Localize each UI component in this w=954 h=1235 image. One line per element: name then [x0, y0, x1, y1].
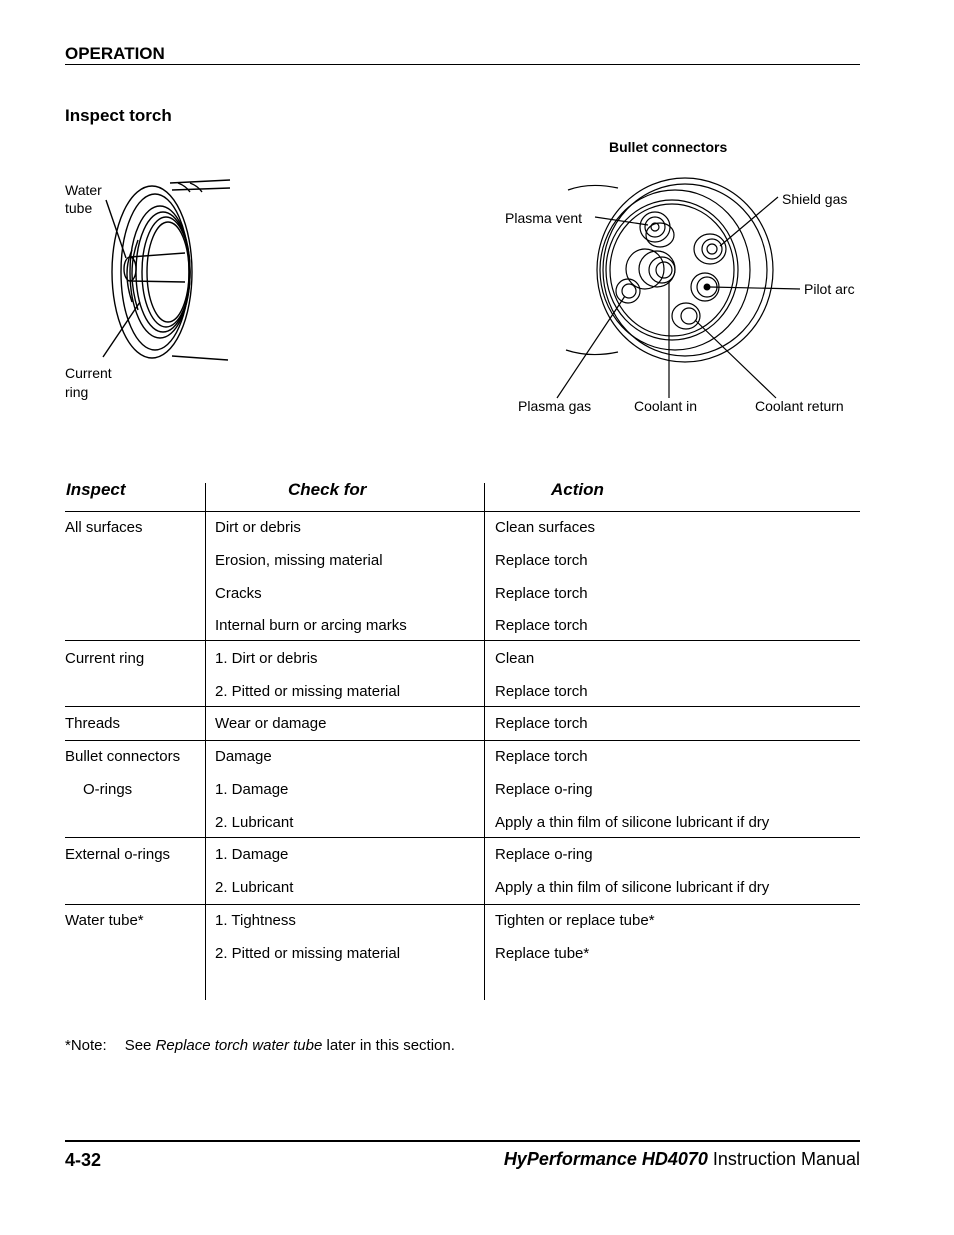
check-cell: Damage	[215, 748, 272, 765]
check-cell: 2. Pitted or missing material	[215, 945, 401, 962]
check-cell: Dirt or debris	[215, 519, 301, 536]
table-rule	[65, 511, 860, 512]
table-rule	[65, 837, 860, 838]
coolant-return-label: Coolant return	[755, 398, 844, 414]
table-rule	[65, 904, 860, 905]
inspect-cell: Threads	[65, 715, 121, 732]
check-cell: 2. Pitted or missing material	[215, 683, 401, 700]
manual-suffix: Instruction Manual	[707, 1149, 860, 1169]
table-rule	[65, 640, 860, 641]
column-header-inspect: Inspect	[66, 480, 126, 499]
table-rule	[65, 706, 860, 707]
check-cell: Erosion, missing material	[215, 552, 383, 569]
action-cell: Replace tube*	[495, 945, 590, 962]
shield-gas-label: Shield gas	[782, 191, 848, 207]
action-cell: Replace torch	[495, 715, 588, 732]
note-reference: Replace torch water tube	[155, 1037, 323, 1054]
inspect-cell: O-rings	[83, 781, 133, 798]
plasma-gas-label: Plasma gas	[518, 398, 592, 414]
check-cell: 1. Damage	[215, 781, 289, 798]
inspect-cell: All surfaces	[65, 519, 143, 536]
coolant-in-label: Coolant in	[634, 398, 698, 414]
action-cell: Apply a thin film of silicone lubricant if dry	[495, 879, 770, 896]
current-ring-label-line2: ring	[65, 384, 89, 400]
note-label: *Note:	[65, 1037, 107, 1054]
product-name: HyPerformance HD4070	[503, 1149, 708, 1169]
header-rule	[65, 64, 860, 65]
action-cell: Clean	[495, 650, 535, 667]
section-header: OPERATION	[65, 44, 165, 63]
check-cell: 1. Damage	[215, 846, 289, 863]
inspect-cell: Current ring	[65, 650, 145, 667]
page-title: Inspect torch	[65, 106, 172, 125]
column-header-check-for: Check for	[288, 480, 367, 499]
check-cell: Internal burn or arcing marks	[215, 617, 407, 634]
action-cell: Replace torch	[495, 683, 588, 700]
pilot-arc-label: Pilot arc	[804, 281, 855, 297]
footer-rule	[65, 1140, 860, 1142]
inspect-cell: Bullet connectors	[65, 748, 181, 765]
action-cell: Apply a thin film of silicone lubricant if dry	[495, 814, 770, 831]
check-cell: Cracks	[215, 585, 262, 602]
action-cell: Replace torch	[495, 585, 588, 602]
check-cell: 2. Lubricant	[215, 879, 294, 896]
table-rule	[65, 740, 860, 741]
column-divider	[205, 483, 206, 1000]
action-cell: Replace o-ring	[495, 781, 593, 798]
action-cell: Replace torch	[495, 552, 588, 569]
note-text-post: later in this section.	[322, 1037, 455, 1054]
action-cell: Replace torch	[495, 748, 588, 765]
check-cell: 2. Lubricant	[215, 814, 294, 831]
water-tube-label-line2: tube	[65, 200, 93, 216]
footnote	[65, 1037, 455, 1054]
check-cell: 1. Tightness	[215, 912, 296, 929]
action-cell: Clean surfaces	[495, 519, 596, 536]
current-ring-label-line1: Current	[65, 365, 112, 381]
action-cell: Replace torch	[495, 617, 588, 634]
column-divider	[484, 483, 485, 1000]
inspect-cell: External o-rings	[65, 846, 171, 863]
note-text-pre: See	[124, 1037, 156, 1054]
water-tube-label-line1: Water	[65, 182, 102, 198]
page-number: 4-32	[65, 1150, 102, 1170]
inspect-cell: Water tube*	[65, 912, 144, 929]
column-header-action: Action	[551, 480, 604, 499]
plasma-vent-label: Plasma vent	[505, 210, 583, 226]
check-cell: 1. Dirt or debris	[215, 650, 318, 667]
bullet-connectors-heading: Bullet connectors	[609, 139, 728, 155]
check-cell: Wear or damage	[215, 715, 327, 732]
action-cell: Replace o-ring	[495, 846, 593, 863]
action-cell: Tighten or replace tube*	[495, 912, 655, 929]
manual-title	[504, 1149, 860, 1170]
